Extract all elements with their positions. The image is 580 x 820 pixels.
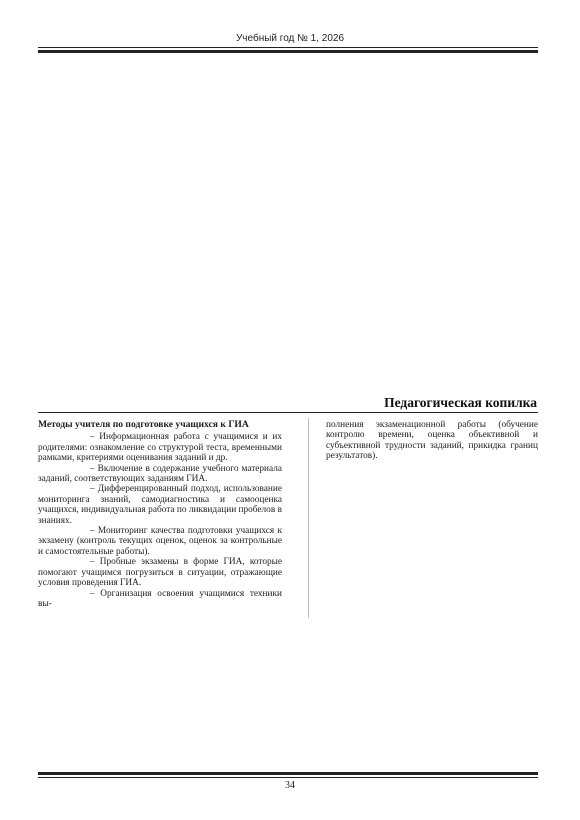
article-paragraph: – Информационная работа с учащимися и их родителями: ознакомление со структурой теста, временными рамками, критериями оценивания заданий и др. bbox=[38, 432, 282, 464]
article-title: Методы учителя по подготовке учащихся к ГИА bbox=[38, 419, 249, 430]
article-column-right bbox=[326, 420, 538, 462]
article-paragraph: – Включение в содержание учебного материала заданий, соответствующих заданиям ГИА. bbox=[38, 463, 282, 485]
footer-rule-thick bbox=[38, 772, 538, 775]
article-paragraph: – Дифференцированный подход, использование мониторинга знаний, самодиагностика и самооценка учащихся, индивидуальная работа по ликвидации пробелов в знаниях. bbox=[38, 484, 282, 526]
section-rule bbox=[38, 412, 538, 413]
article-paragraph: – Организация освоения учащимися техники вы- bbox=[38, 588, 282, 609]
article-paragraph: – Пробные экзамены в форме ГИА, которые помогают учащимся погрузиться в ситуации, отражающие условия проведения ГИА. bbox=[38, 557, 282, 589]
page-number: 34 bbox=[285, 780, 295, 791]
article-column-left bbox=[38, 420, 282, 609]
article-paragraph-continuation: полнения экзаменационной работы (обучение контролю времени, оценка объективной и субъективной трудности заданий, прикидка границ результатов). bbox=[326, 420, 538, 462]
column-divider bbox=[308, 418, 309, 618]
section-title: Педагогическая копилка bbox=[384, 395, 537, 410]
running-head: Учебный год № 1, 2026 bbox=[235, 33, 345, 44]
article-paragraph: – Мониторинг качества подготовки учащихся к экзамену (контроль текущих оценок, оценок за контрольные и самостоятельные работы). bbox=[38, 526, 282, 557]
header-rule-thick bbox=[38, 50, 538, 53]
header-rule-thin bbox=[38, 47, 538, 48]
footer-rule-thin bbox=[38, 777, 538, 778]
